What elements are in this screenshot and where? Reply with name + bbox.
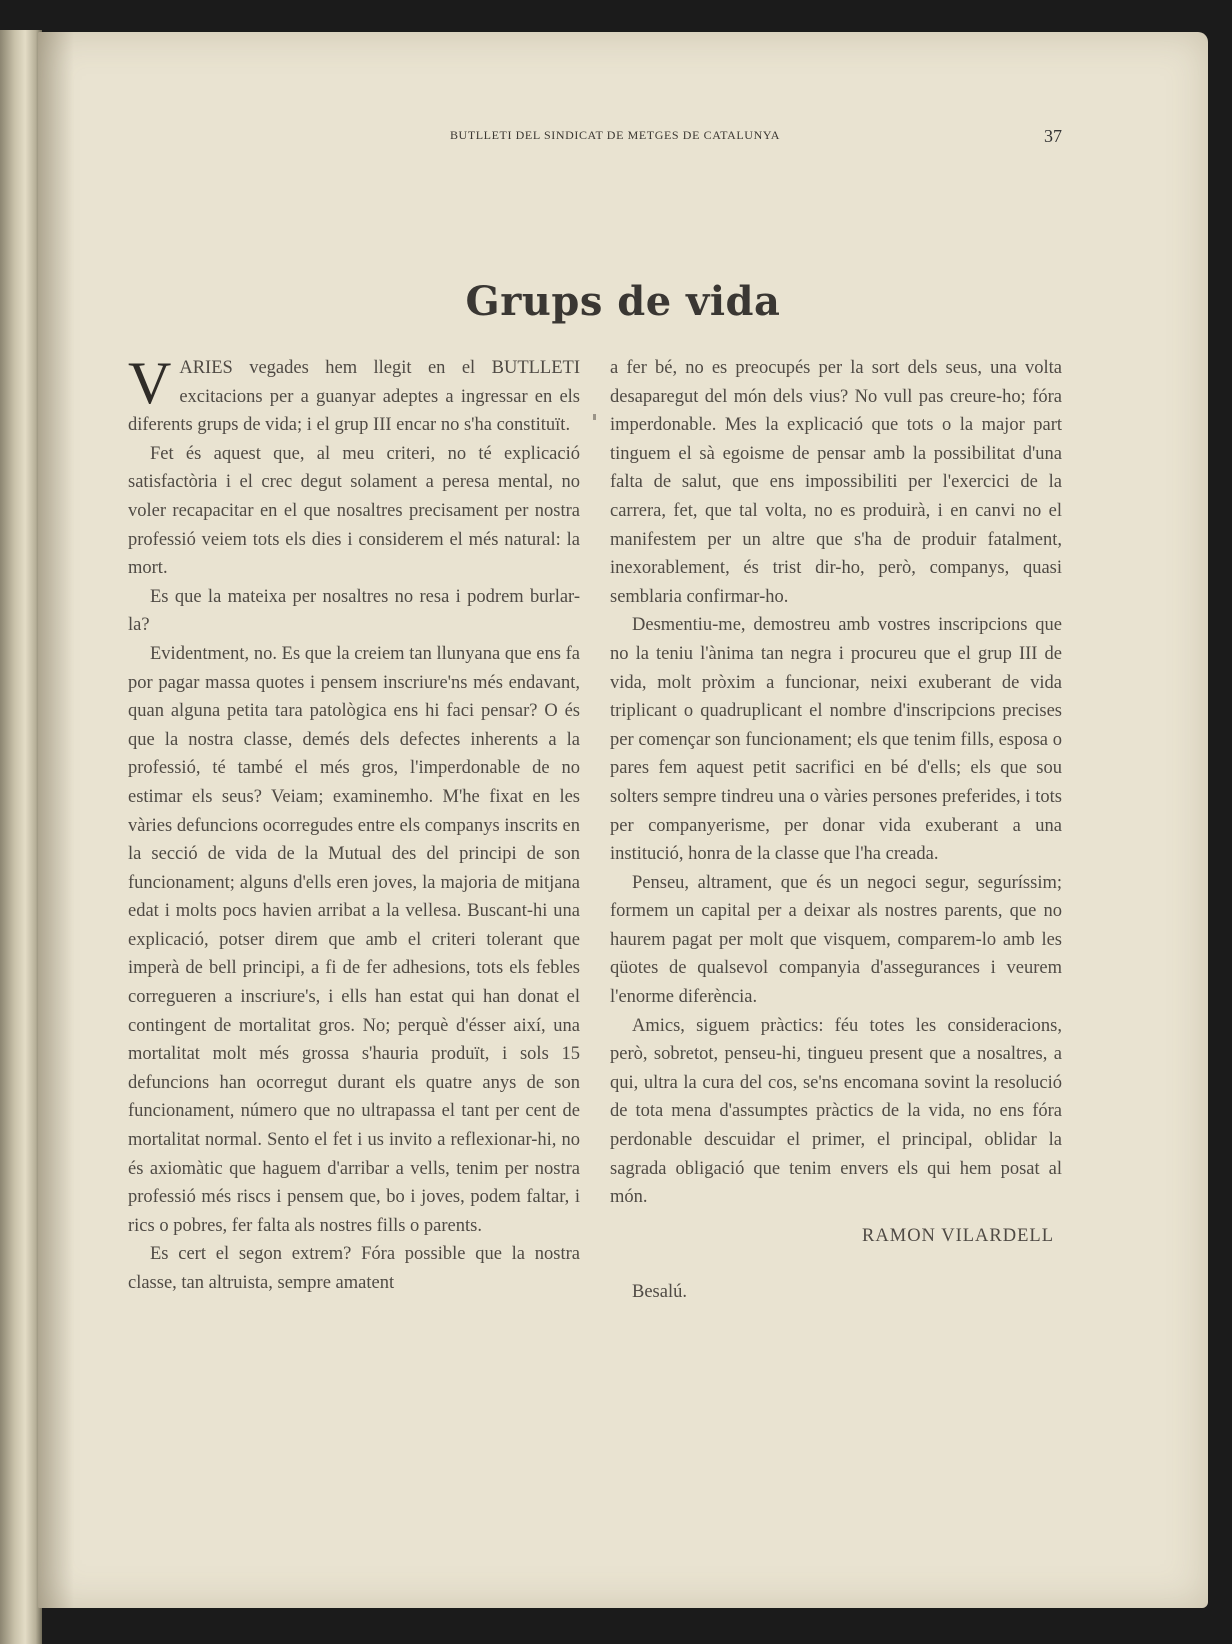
paragraph: Desmentiu-me, demostreu amb vostres inscripcions que no la teniu l'ànima tan negra i procureu que el grup III de vida, molt pròxim a funcionar, neixi exuberant de vida triplicant o quadruplicant el nombre d'inscripcions precises per començar son funcionament; els que tenim fills, esposa o pares fem aquest petit sacrifici en bé d'ells; els que sou solters sempre tindreu una o vàries persones preferides, i tots per companyerisme, per donar vida exuberant a una institució, honra de la classe que l'ha creada.	[610, 615, 1062, 865]
paragraph: Penseu, altrament, que és un negoci segur, seguríssim; formem un capital per a deixar als nostres parents, que no haurem pagat per molt que visquem, comparem-lo amb les qüotes de qualsevol companyia d'assegurances i veurem l'enorme diferència.	[610, 872, 1062, 1008]
left-column	[128, 350, 580, 1298]
running-title: BUTLLETI DEL SINDICAT DE METGES DE CATALUNYA	[449, 128, 781, 142]
paragraph: a fer bé, no es preocupés per la sort dels seus, una volta desaparegut del món dels vius? No vull pas creure-ho; fóra imperdonable. Mes la explicació que tots o la major part tinguem el sà egoisme de pensar amb la possibilitat d'una falta de salut, que ens impossibiliti per l'exercici de la carrera, fet, que tal volta, no es produirà, i en canvi no el manifestem per un altre que s'ha de produir fatalment, inexorablement, és trist dir-ho, però, companys, quasi semblaria confirmar-ho.	[610, 358, 1062, 607]
paragraph: Fet és aquest que, al meu criteri, no té explicació satisfactòria i el crec degut solament a peresa mental, no voler recapacitar en el que nosaltres precisament per nostra professió veiem tots els dies i considerem el més natural: la mort.	[128, 443, 580, 579]
paragraph: Evidentment, no. Es que la creiem tan llunyana que ens fa por pagar massa quotes i pensem inscriure'ns més endavant, quan alguna petita tara patològica ens hi faci pensar? O és que la nostra classe, demés dels defectes inherents a la professió, té també el més gros, l'imperdonable de no estimar els seus? Veiam; examinemho. M'he fixat en les vàries defuncions ocorregudes entre els companys inscrits en la secció de vida de la Mutual des del principi de son funcionament; alguns d'ells eren joves, la majoria de mitjana edat i molts pocs havien arribat a la vellesa. Buscant-hi una explicació, potser direm que amb el criteri tolerant que imperà de bell principi, a fi de fer adhesions, tots els febles corregueren a inscriure's, i ells han estat qui han donat el contingent de mortalitat gros. No; perquè d'ésser així, una mortalitat molt més grossa s'hauria produït, i sols 15 defuncions han ocorregut durant els quatre anys de son funcionament, número que no ultrapassa el tant per cent de mortalitat normal. Sento el fet i us invito a reflexionar-hi, no és axiomàtic que haguem d'arribar a vells, tenim per nostra professió més riscs i pensem que, bo i joves, podem faltar, i rics o pobres, fer falta als nostres fills o parents.	[128, 643, 580, 1236]
article-title: Grups de vida	[465, 278, 781, 325]
page-header	[38, 126, 1208, 156]
page-number: 37	[1044, 126, 1062, 146]
book-spine-edge	[0, 30, 42, 1644]
paragraph-text: ARIES vegades hem llegit en el BUTLLETI excitacions per a guanyar adeptes a ingressar en els diferents grups de vida; i el grup III encar no s'ha constituït.	[128, 358, 580, 436]
author-signature: RAMON VILARDELL	[862, 1225, 1054, 1246]
place-line: Besalú.	[632, 1282, 687, 1303]
paragraph: Es cert el segon extrem? Fóra possible que la nostra classe, tan altruista, sempre amatent	[128, 1244, 580, 1293]
right-column	[610, 354, 1062, 1307]
ink-speck	[593, 414, 596, 420]
document-page	[38, 32, 1208, 1608]
paragraph	[128, 350, 580, 440]
drop-cap: V	[128, 350, 172, 416]
paragraph: Amics, siguem pràctics: féu totes les consideracions, però, sobretot, penseu-hi, tingueu present que a nosaltres, a qui, ultra la cura del cos, se'ns encomana sovint la resolució de tota mena d'assumptes pràctics de la vida, no ens fóra perdonable descuidar el primer, el principal, oblidar la sagrada obligació que tenim envers els qui hem posat al món.	[610, 1015, 1062, 1208]
paragraph: Es que la mateixa per nosaltres no resa i podrem burlar-la?	[128, 586, 580, 636]
